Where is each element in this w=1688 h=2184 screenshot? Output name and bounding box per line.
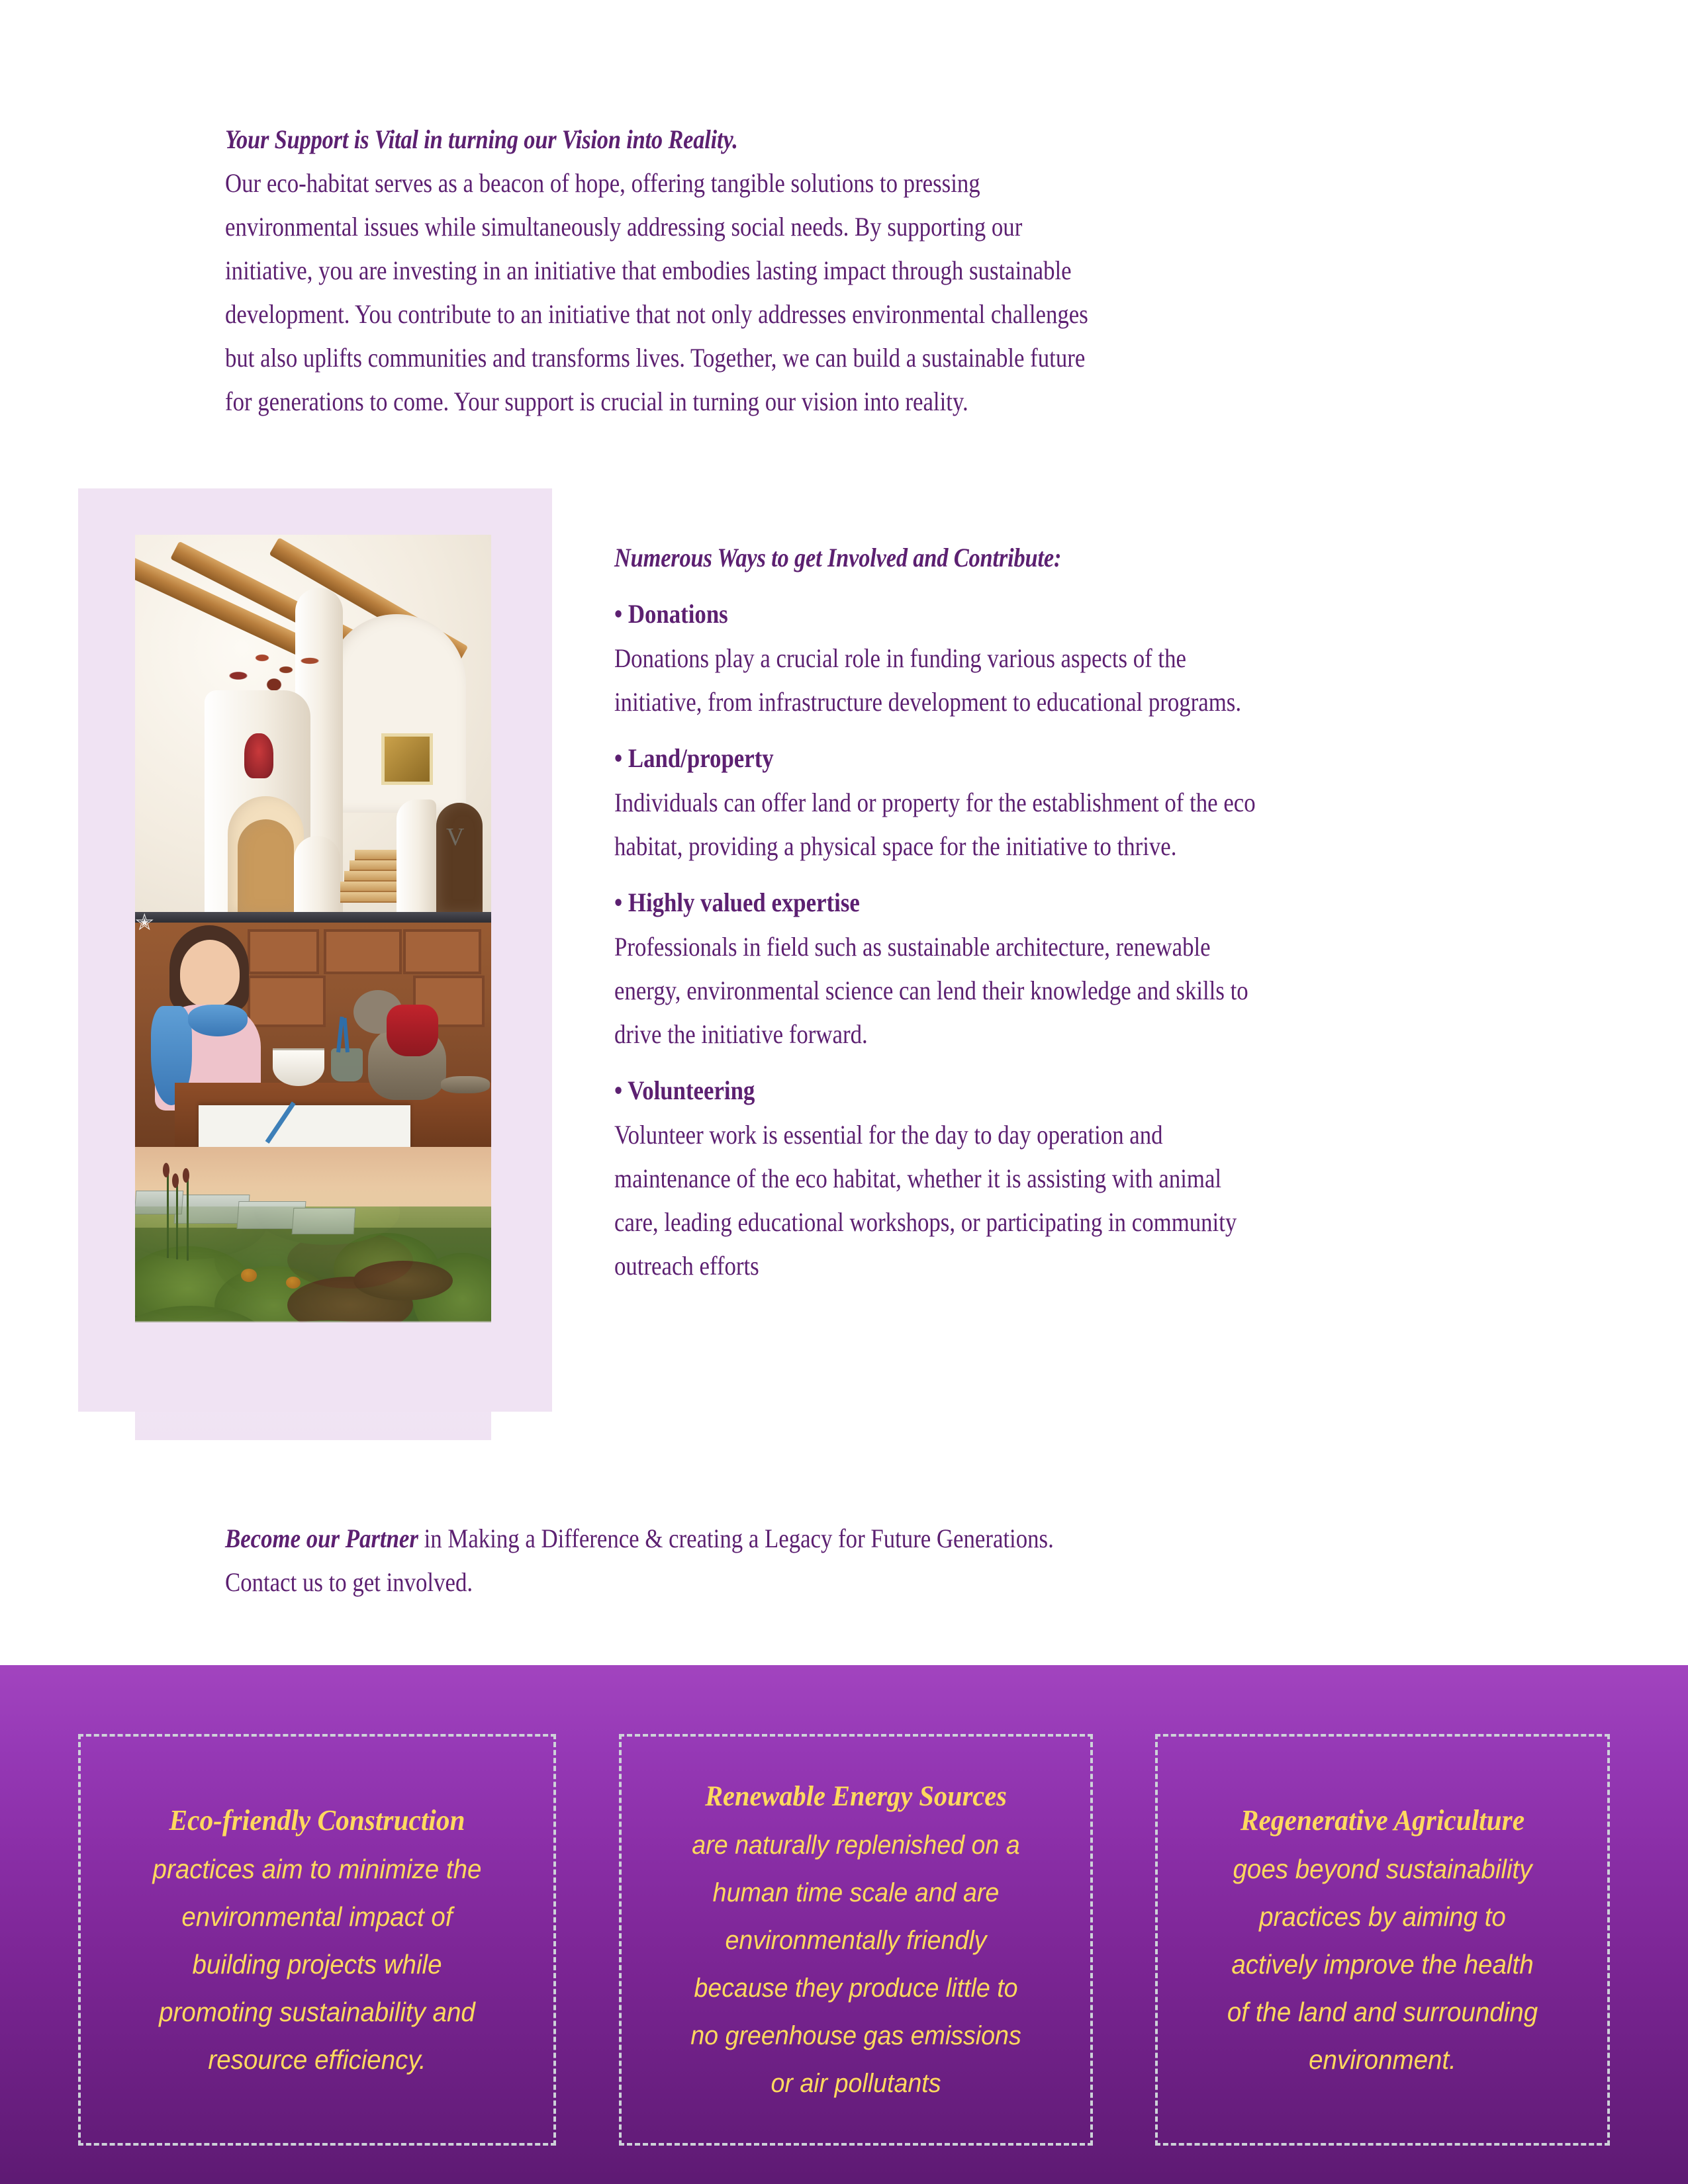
footer-card-line: actively improve the health xyxy=(1231,1949,1534,1979)
footer-card-title: Regenerative Agriculture xyxy=(1240,1804,1525,1837)
ways-to-get-involved-section xyxy=(614,536,1561,1288)
involve-item xyxy=(614,592,1561,724)
footer-card-line: practices by aiming to xyxy=(1259,1901,1506,1932)
intro-line: environmental issues while simultaneously addressing social needs. By supporting our xyxy=(225,212,1023,242)
involve-item-line: Professionals in field such as sustainable architecture, renewable xyxy=(614,932,1211,962)
footer-card-line: environmental impact of xyxy=(181,1901,453,1932)
intro-heading: Your Support is Vital in turning our Vision into Reality. xyxy=(225,124,738,154)
involve-item xyxy=(614,736,1561,868)
photo-stack xyxy=(135,535,491,1322)
footer-card-line: building projects while xyxy=(192,1949,442,1979)
footer-card-line: environmentally friendly xyxy=(725,1926,987,1955)
footer-card-line: practices aim to minimize the xyxy=(152,1854,482,1884)
involve-item-line: outreach efforts xyxy=(614,1251,759,1281)
involve-item xyxy=(614,1068,1561,1288)
footer-card-title: Renewable Energy Sources xyxy=(705,1781,1007,1812)
involve-item-line: Donations play a crucial role in funding various aspects of the xyxy=(614,643,1186,673)
intro-line: for generations to come. Your support is crucial in turning our vision into reality. xyxy=(225,387,968,416)
footer-card-line: resource efficiency. xyxy=(208,2044,426,2075)
footer-card-line: of the land and surrounding xyxy=(1227,1997,1538,2027)
intro-section xyxy=(225,118,1556,424)
involve-item-line: energy, environmental science can lend their knowledge and skills to xyxy=(614,976,1248,1005)
partner-bold-lead: Become our Partner xyxy=(225,1524,418,1553)
footer-highlight-band xyxy=(0,1665,1688,2184)
child-painting-with-cat-photo xyxy=(135,912,491,1147)
involve-item-line: Volunteer work is essential for the day to day operation and xyxy=(614,1120,1163,1150)
involve-item-line: Individuals can offer land or property for the establishment of the eco xyxy=(614,788,1256,817)
footer-card-renewable-energy-sources xyxy=(619,1734,1093,2146)
involve-heading: Numerous Ways to get Involved and Contribute: xyxy=(614,543,1062,572)
partner-line-1 xyxy=(225,1517,1354,1561)
intro-line: initiative, you are investing in an initiative that embodies lasting impact through sustainable xyxy=(225,255,1072,285)
footer-card-line: are naturally replenished on a xyxy=(692,1831,1020,1860)
footer-card-regenerative-agriculture xyxy=(1155,1734,1610,2146)
partner-rest: in Making a Difference & creating a Legacy for Future Generations. xyxy=(418,1524,1054,1553)
footer-card-title: Eco-friendly Construction xyxy=(169,1804,465,1837)
involve-item-line: care, leading educational workshops, or participating in community xyxy=(614,1207,1237,1237)
footer-card-line: environment. xyxy=(1309,2044,1456,2075)
footer-card-line: because they produce little to xyxy=(694,1974,1018,2003)
reflection-fade-overlay xyxy=(135,1321,491,1440)
intro-line: but also uplifts communities and transforms lives. Together, we can build a sustainable future xyxy=(225,343,1086,373)
involve-item-title: • Donations xyxy=(614,599,728,629)
footer-card-line: no greenhouse gas emissions xyxy=(690,2021,1021,2050)
footer-card-line: promoting sustainability and xyxy=(159,1997,475,2027)
photo-collage-panel xyxy=(78,488,552,1412)
involve-item-line: maintenance of the eco habitat, whether it is assisting with animal xyxy=(614,1163,1222,1193)
footer-card-line: or air pollutants xyxy=(771,2069,941,2098)
photo-reflection xyxy=(135,1206,491,1322)
footer-card-line: human time scale and are xyxy=(712,1878,1000,1907)
involve-item-line: habitat, providing a physical space for the initiative to thrive. xyxy=(614,831,1177,861)
involve-item-title: • Volunteering xyxy=(614,1075,755,1105)
partner-line-2: Contact us to get involved. xyxy=(225,1567,473,1597)
partner-cta-section xyxy=(225,1517,1523,1604)
footer-card-eco-friendly-construction xyxy=(78,1734,556,2146)
involve-item-line: drive the initiative forward. xyxy=(614,1019,868,1049)
adobe-home-interior-photo: V xyxy=(135,535,491,912)
intro-line: Our eco-habitat serves as a beacon of hope, offering tangible solutions to pressing xyxy=(225,168,980,198)
star-watermark-icon: ✭ xyxy=(135,912,154,935)
footer-card-line: goes beyond sustainability xyxy=(1233,1854,1532,1884)
involve-item-title: • Highly valued expertise xyxy=(614,887,860,917)
involve-item-title: • Land/property xyxy=(614,743,774,773)
involve-item xyxy=(614,880,1561,1056)
involve-item-line: initiative, from infrastructure development to educational programs. xyxy=(614,687,1242,717)
intro-line: development. You contribute to an initiative that not only addresses environmental challenges xyxy=(225,299,1088,329)
